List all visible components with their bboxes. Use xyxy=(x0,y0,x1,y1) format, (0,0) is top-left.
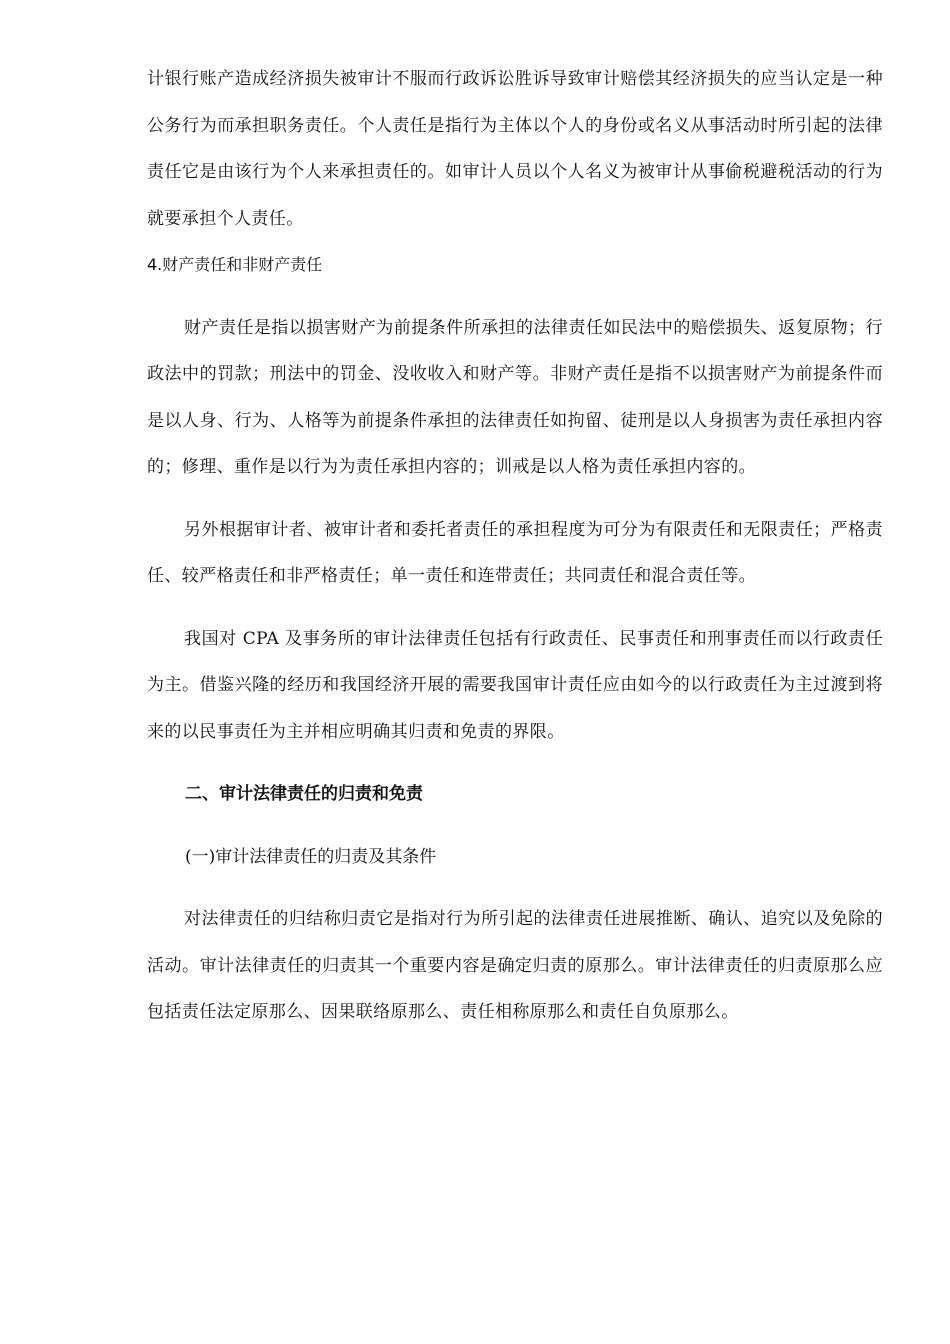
paragraph-property-liability: 财产责任是指以损害财产为前提条件所承担的法律责任如民法中的赔偿损失、返复原物；行政法中的罚款；刑法中的罚金、没收收入和财产等。非财产责任是指不以损害财产为前提条件而是以人身、行为、人格等为前提条件承担的法律责任如拘留、徒刑是以人身损害为责任承担内容的；修理、重作是以行为为责任承担内容的；训戒是以人格为责任承担内容的。 xyxy=(147,317,883,477)
heading-property-liability: 4.财产责任和非财产责任 xyxy=(147,255,323,274)
paragraph-cpa-liability: 我国对 CPA 及事务所的审计法律责任包括有行政责任、民事责任和刑事责任而以行政责任为主。借鉴兴隆的经历和我国经济开展的需要我国审计责任应由如今的以行政责任为主过渡到将来的以民事责任为主并相应明确其归责和免责的界限。 xyxy=(147,628,883,742)
paragraph-responsibility-types: 计银行账产造成经济损失被审计不服而行政诉讼胜诉导致审计赔偿其经济损失的应当认定是一种公务行为而承担职务责任。个人责任是指行为主体以个人的身份或名义从事活动时所引起的法律责任它是由该行为个人来承担责任的。如审计人员以个人名义为被审计从事偷税避税活动的行为就要承担个人责任。 xyxy=(147,69,883,229)
document-page xyxy=(147,56,883,1036)
paragraph-liability-degrees: 另外根据审计者、被审计者和委托者责任的承担程度为可分为有限责任和无限责任；严格责任、较严格责任和非严格责任；单一责任和连带责任；共同责任和混合责任等。 xyxy=(147,519,883,586)
paragraph-imputation-principles: 对法律责任的归结称归责它是指对行为所引起的法律责任进展推断、确认、追究以及免除的活动。审计法律责任的归责其一个重要内容是确定归责的原那么。审计法律责任的归责原那么应包括责任法定原那么、因果联络原那么、责任相称原那么和责任自负原那么。 xyxy=(147,909,883,1022)
sub-heading-imputation-conditions: (一)审计法律责任的归责及其条件 xyxy=(185,846,437,867)
section-heading-imputation: 二、审计法律责任的归责和免责 xyxy=(185,784,423,804)
